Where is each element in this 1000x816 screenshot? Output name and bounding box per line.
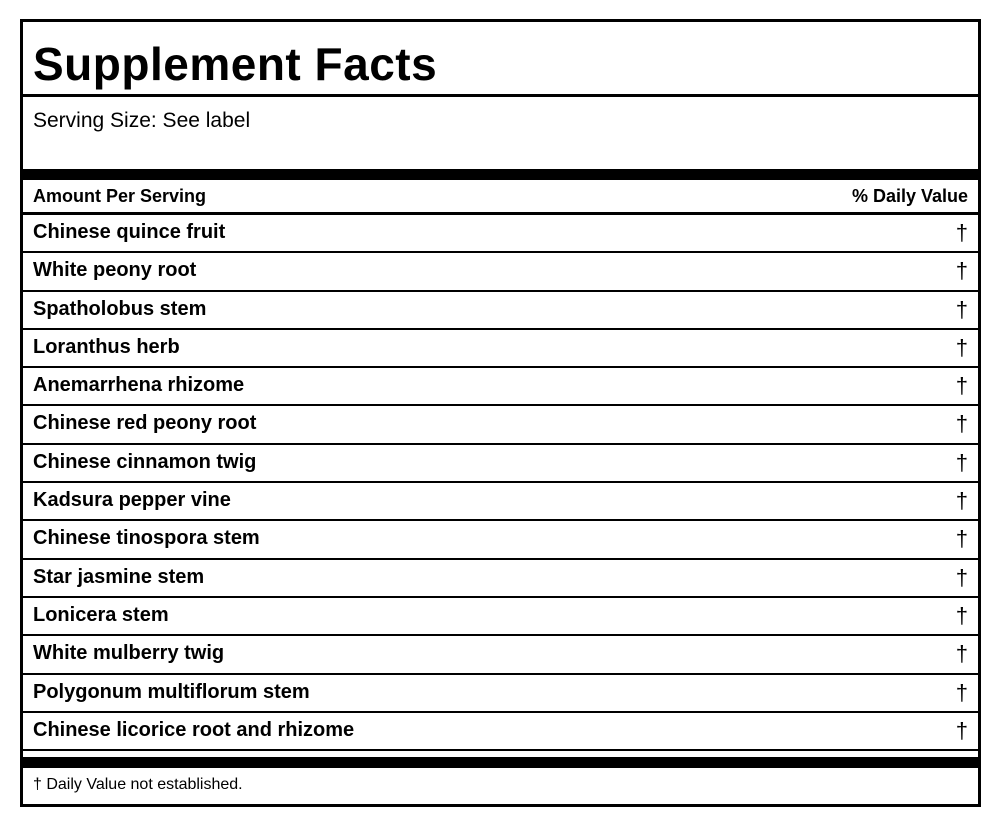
thick-divider	[23, 169, 978, 180]
ingredient-row	[23, 445, 978, 483]
ingredient-row	[23, 368, 978, 406]
ingredient-daily-value: †	[955, 334, 968, 360]
ingredient-name: Chinese tinospora stem	[33, 527, 260, 550]
ingredient-row	[23, 330, 978, 368]
ingredient-daily-value: †	[955, 564, 968, 590]
footnote: † Daily Value not established.	[33, 776, 243, 793]
label-title: Supplement Facts	[33, 38, 438, 90]
ingredient-name: White peony root	[33, 259, 197, 282]
ingredient-row	[23, 521, 978, 559]
column-header-row	[23, 180, 978, 215]
ingredient-row	[23, 713, 978, 751]
ingredient-daily-value: †	[955, 296, 968, 322]
ingredient-row	[23, 483, 978, 521]
ingredient-name: Chinese red peony root	[33, 412, 257, 435]
ingredient-row	[23, 560, 978, 598]
ingredient-row	[23, 598, 978, 636]
ingredient-daily-value: †	[955, 488, 968, 514]
daily-value-header: % Daily Value	[851, 186, 968, 206]
ingredient-name: Anemarrhena rhizome	[33, 374, 245, 397]
ingredient-daily-value: †	[955, 220, 968, 245]
ingredient-name: Spatholobus stem	[33, 297, 207, 320]
ingredient-daily-value: †	[955, 449, 968, 475]
serving-section	[23, 97, 978, 169]
serving-size: Serving Size: See label	[33, 109, 251, 132]
ingredient-daily-value: †	[955, 258, 968, 284]
ingredient-name: Chinese quince fruit	[33, 221, 226, 243]
ingredient-daily-value: †	[955, 411, 968, 437]
ingredient-row	[23, 406, 978, 444]
ingredient-name: Lonicera stem	[33, 603, 169, 626]
ingredient-daily-value: †	[955, 641, 968, 667]
ingredient-row	[23, 292, 978, 330]
ingredient-daily-value: †	[955, 526, 968, 552]
ingredient-name: White mulberry twig	[33, 642, 225, 665]
ingredient-list	[23, 215, 978, 751]
ingredient-name: Chinese licorice root and rhizome	[33, 718, 355, 741]
ingredient-daily-value: †	[955, 717, 968, 743]
thick-divider	[23, 757, 978, 768]
ingredient-daily-value: †	[955, 373, 968, 399]
ingredient-row	[23, 215, 978, 253]
ingredient-daily-value: †	[955, 679, 968, 705]
ingredient-name: Loranthus herb	[33, 335, 180, 358]
amount-per-serving-header: Amount Per Serving	[33, 186, 207, 206]
ingredient-row	[23, 675, 978, 713]
ingredient-name: Kadsura pepper vine	[33, 489, 231, 512]
ingredient-row	[23, 253, 978, 291]
title-section	[23, 22, 978, 97]
ingredient-daily-value: †	[955, 602, 968, 628]
ingredient-name: Star jasmine stem	[33, 565, 205, 588]
supplement-facts-label	[20, 19, 981, 807]
ingredient-row	[23, 636, 978, 674]
ingredient-name: Polygonum multiflorum stem	[33, 680, 310, 703]
ingredient-name: Chinese cinnamon twig	[33, 450, 257, 473]
